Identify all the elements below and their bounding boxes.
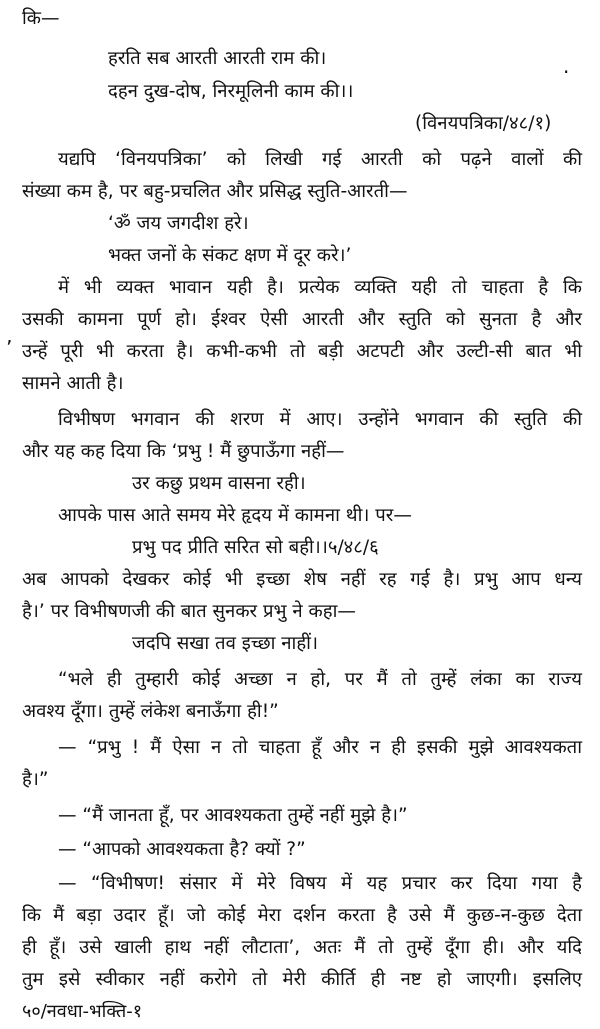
text-line: कि— — [22, 8, 60, 29]
verse-line: हरति सब आरती आरती राम की। — [108, 48, 327, 69]
dialogue-line: है।” — [22, 769, 49, 790]
dialogue-line: — “प्रभु ! मैं ऐसा न तो चाहता हूँ और न ही इसकी मुझे आवश्यकता — [58, 737, 582, 758]
paragraph-line: उसकी कामना पूर्ण हो। ईश्वर ऐसी आरती और स्तुति को सुनता है और — [22, 309, 582, 330]
verse-line: दहन दुख-दोष, निरमूलिनी काम की।। — [108, 81, 354, 102]
paragraph-line: यद्यपि ‘विनयपत्रिका’ को लिखी गई आरती को पढ़ने वालों की — [58, 149, 582, 170]
paragraph-line: अब आपको देखकर कोई भी इच्छा शेष नहीं रह गई है। प्रभु आप धन्य — [22, 569, 582, 590]
verse-line: प्रभु पद प्रीति सरित सो बही।।५/४८/६ — [132, 537, 379, 558]
dialogue-line: — “विभीषण! संसार में मेरे विषय में यह प्रचार कर दिया गया है — [58, 873, 582, 894]
verse-citation: (विनयपत्रिका/४८/१) — [415, 113, 552, 134]
verse-line: जदपि सखा तव इच्छा नाहीं। — [132, 633, 318, 654]
paragraph-line: उन्हें पूरी भी करता है। कभी-कभी तो बड़ी अटपटी और उल्टी-सी बात भी — [22, 341, 582, 362]
verse-line: ‘ॐ जय जगदीश हरे। — [108, 213, 249, 234]
dialogue-line: कि मैं बड़ा उदार हूँ। जो कोई मेरा दर्शन करता है उसे मैं कुछ-न-कुछ देता — [22, 905, 582, 926]
paragraph-line: आपके पास आते समय मेरे हृदय में कामना थी। पर— — [58, 505, 412, 526]
paragraph-line: विभीषण भगवान की शरण में आए। उन्होंने भगवान की स्तुति की — [58, 409, 582, 430]
dialogue-line: — “मैं जानता हूँ, पर आवश्यकता तुम्हें नहीं मुझे है।” — [58, 805, 408, 826]
dialogue-line: — “आपको आवश्यकता है? क्यों ?” — [58, 839, 306, 860]
dialogue-line: ही हूँ। उसे खाली हाथ नहीं लौटाता’, अतः मैं तो तुम्हें दूँगा ही। और यदि — [22, 937, 582, 958]
paragraph-line: और यह कह दिया कि ‘प्रभु ! मैं छुपाऊँगा नहीं— — [22, 441, 345, 462]
paragraph-line: संख्या कम है, पर बहु-प्रचलित और प्रसिद्ध स्तुति-आरती— — [22, 181, 408, 202]
paragraph-line: है।’ पर विभीषणजी की बात सुनकर प्रभु ने कहा— — [22, 601, 356, 622]
paragraph-line: सामने आती है। — [22, 373, 124, 394]
dialogue-line: “भले ही तुम्हारी कोई अच्छा न हो, पर मैं तो तुम्हें लंका का राज्य — [58, 669, 582, 690]
dialogue-line: अवश्य दूँगा। तुम्हें लंकेश बनाऊँगा ही!” — [22, 701, 279, 722]
page-footer: ५०/नवधा-भक्ति-१ — [22, 1001, 143, 1022]
dialogue-line: तुम इसे स्वीकार नहीं करोगे तो मेरी कीर्ति ही नष्ट हो जाएगी। इसलिए — [22, 969, 582, 990]
verse-line: उर कछु प्रथम वासना रही। — [132, 473, 306, 494]
verse-line: भक्त जनों के संकट क्षण में दूर करे।’ — [108, 245, 352, 266]
paragraph-line: में भी व्यक्त भावान यही है। प्रत्येक व्यक्ति यही तो चाहता है कि — [58, 277, 582, 298]
stray-dot-mark: · — [563, 60, 570, 84]
stray-tick-mark: ’ — [6, 336, 13, 360]
